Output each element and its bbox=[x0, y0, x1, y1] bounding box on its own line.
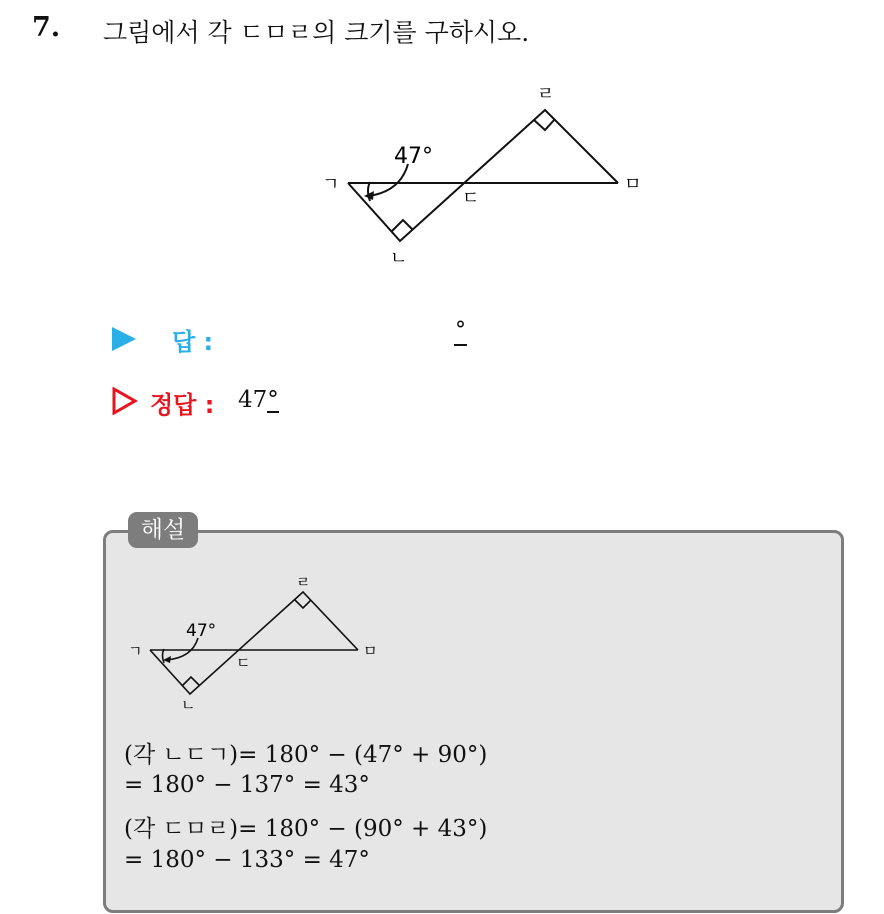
vertex-label-d: ㄷ bbox=[462, 188, 480, 209]
question-text: 그림에서 각 ㄷㅁㄹ의 크기를 구하시오. bbox=[103, 18, 530, 47]
correct-number: 47 bbox=[238, 387, 268, 413]
vertex-label-n-small: ㄴ bbox=[181, 696, 196, 712]
solution-figure bbox=[118, 572, 388, 712]
correct-value bbox=[238, 387, 279, 413]
vertex-label-m: ㅁ bbox=[624, 174, 642, 195]
angle-arc-small bbox=[163, 649, 165, 663]
angle-label-small: 47° bbox=[186, 621, 217, 641]
correct-unit: ° bbox=[267, 387, 279, 413]
answer-label: 답 : bbox=[172, 328, 214, 356]
answer-row bbox=[108, 318, 508, 356]
zigzag-path bbox=[348, 110, 618, 241]
main-figure bbox=[300, 78, 680, 268]
vertex-label-g: ㄱ bbox=[322, 174, 340, 195]
vertex-label-g-small: ㄱ bbox=[128, 642, 143, 660]
solution-line-1: (각 ㄴㄷㄱ)= 180° − (47° + 90°) bbox=[124, 742, 488, 768]
play-icon bbox=[112, 327, 136, 351]
solution-line-3: (각 ㄷㅁㄹ)= 180° − (90° + 43°) bbox=[124, 816, 488, 842]
solution-line-2: = 180° − 137° = 43° bbox=[124, 772, 370, 798]
vertex-label-r: ㄹ bbox=[537, 84, 555, 105]
right-angle-mark-n bbox=[391, 220, 413, 232]
vertex-label-r-small: ㄹ bbox=[296, 573, 311, 591]
right-angle-mark-r-small bbox=[295, 600, 311, 608]
vertex-label-n: ㄴ bbox=[390, 248, 408, 268]
correct-answer-row bbox=[108, 385, 408, 419]
correct-label: 정답 : bbox=[150, 391, 215, 419]
vertex-label-m-small: ㅁ bbox=[363, 642, 378, 660]
solution-line-4: = 180° − 133° = 47° bbox=[124, 847, 370, 873]
answer-unit[interactable]: ° bbox=[454, 318, 467, 346]
outline-triangle-icon bbox=[112, 387, 138, 415]
vertex-label-d-small: ㄷ bbox=[236, 654, 251, 672]
question-number: 7. bbox=[32, 12, 61, 43]
right-angle-mark-n-small bbox=[182, 677, 199, 686]
solution-tag: 해설 bbox=[128, 512, 198, 548]
angle-label: 47° bbox=[394, 144, 433, 169]
zigzag-path-small bbox=[150, 592, 358, 694]
right-angle-mark-r bbox=[534, 119, 555, 130]
